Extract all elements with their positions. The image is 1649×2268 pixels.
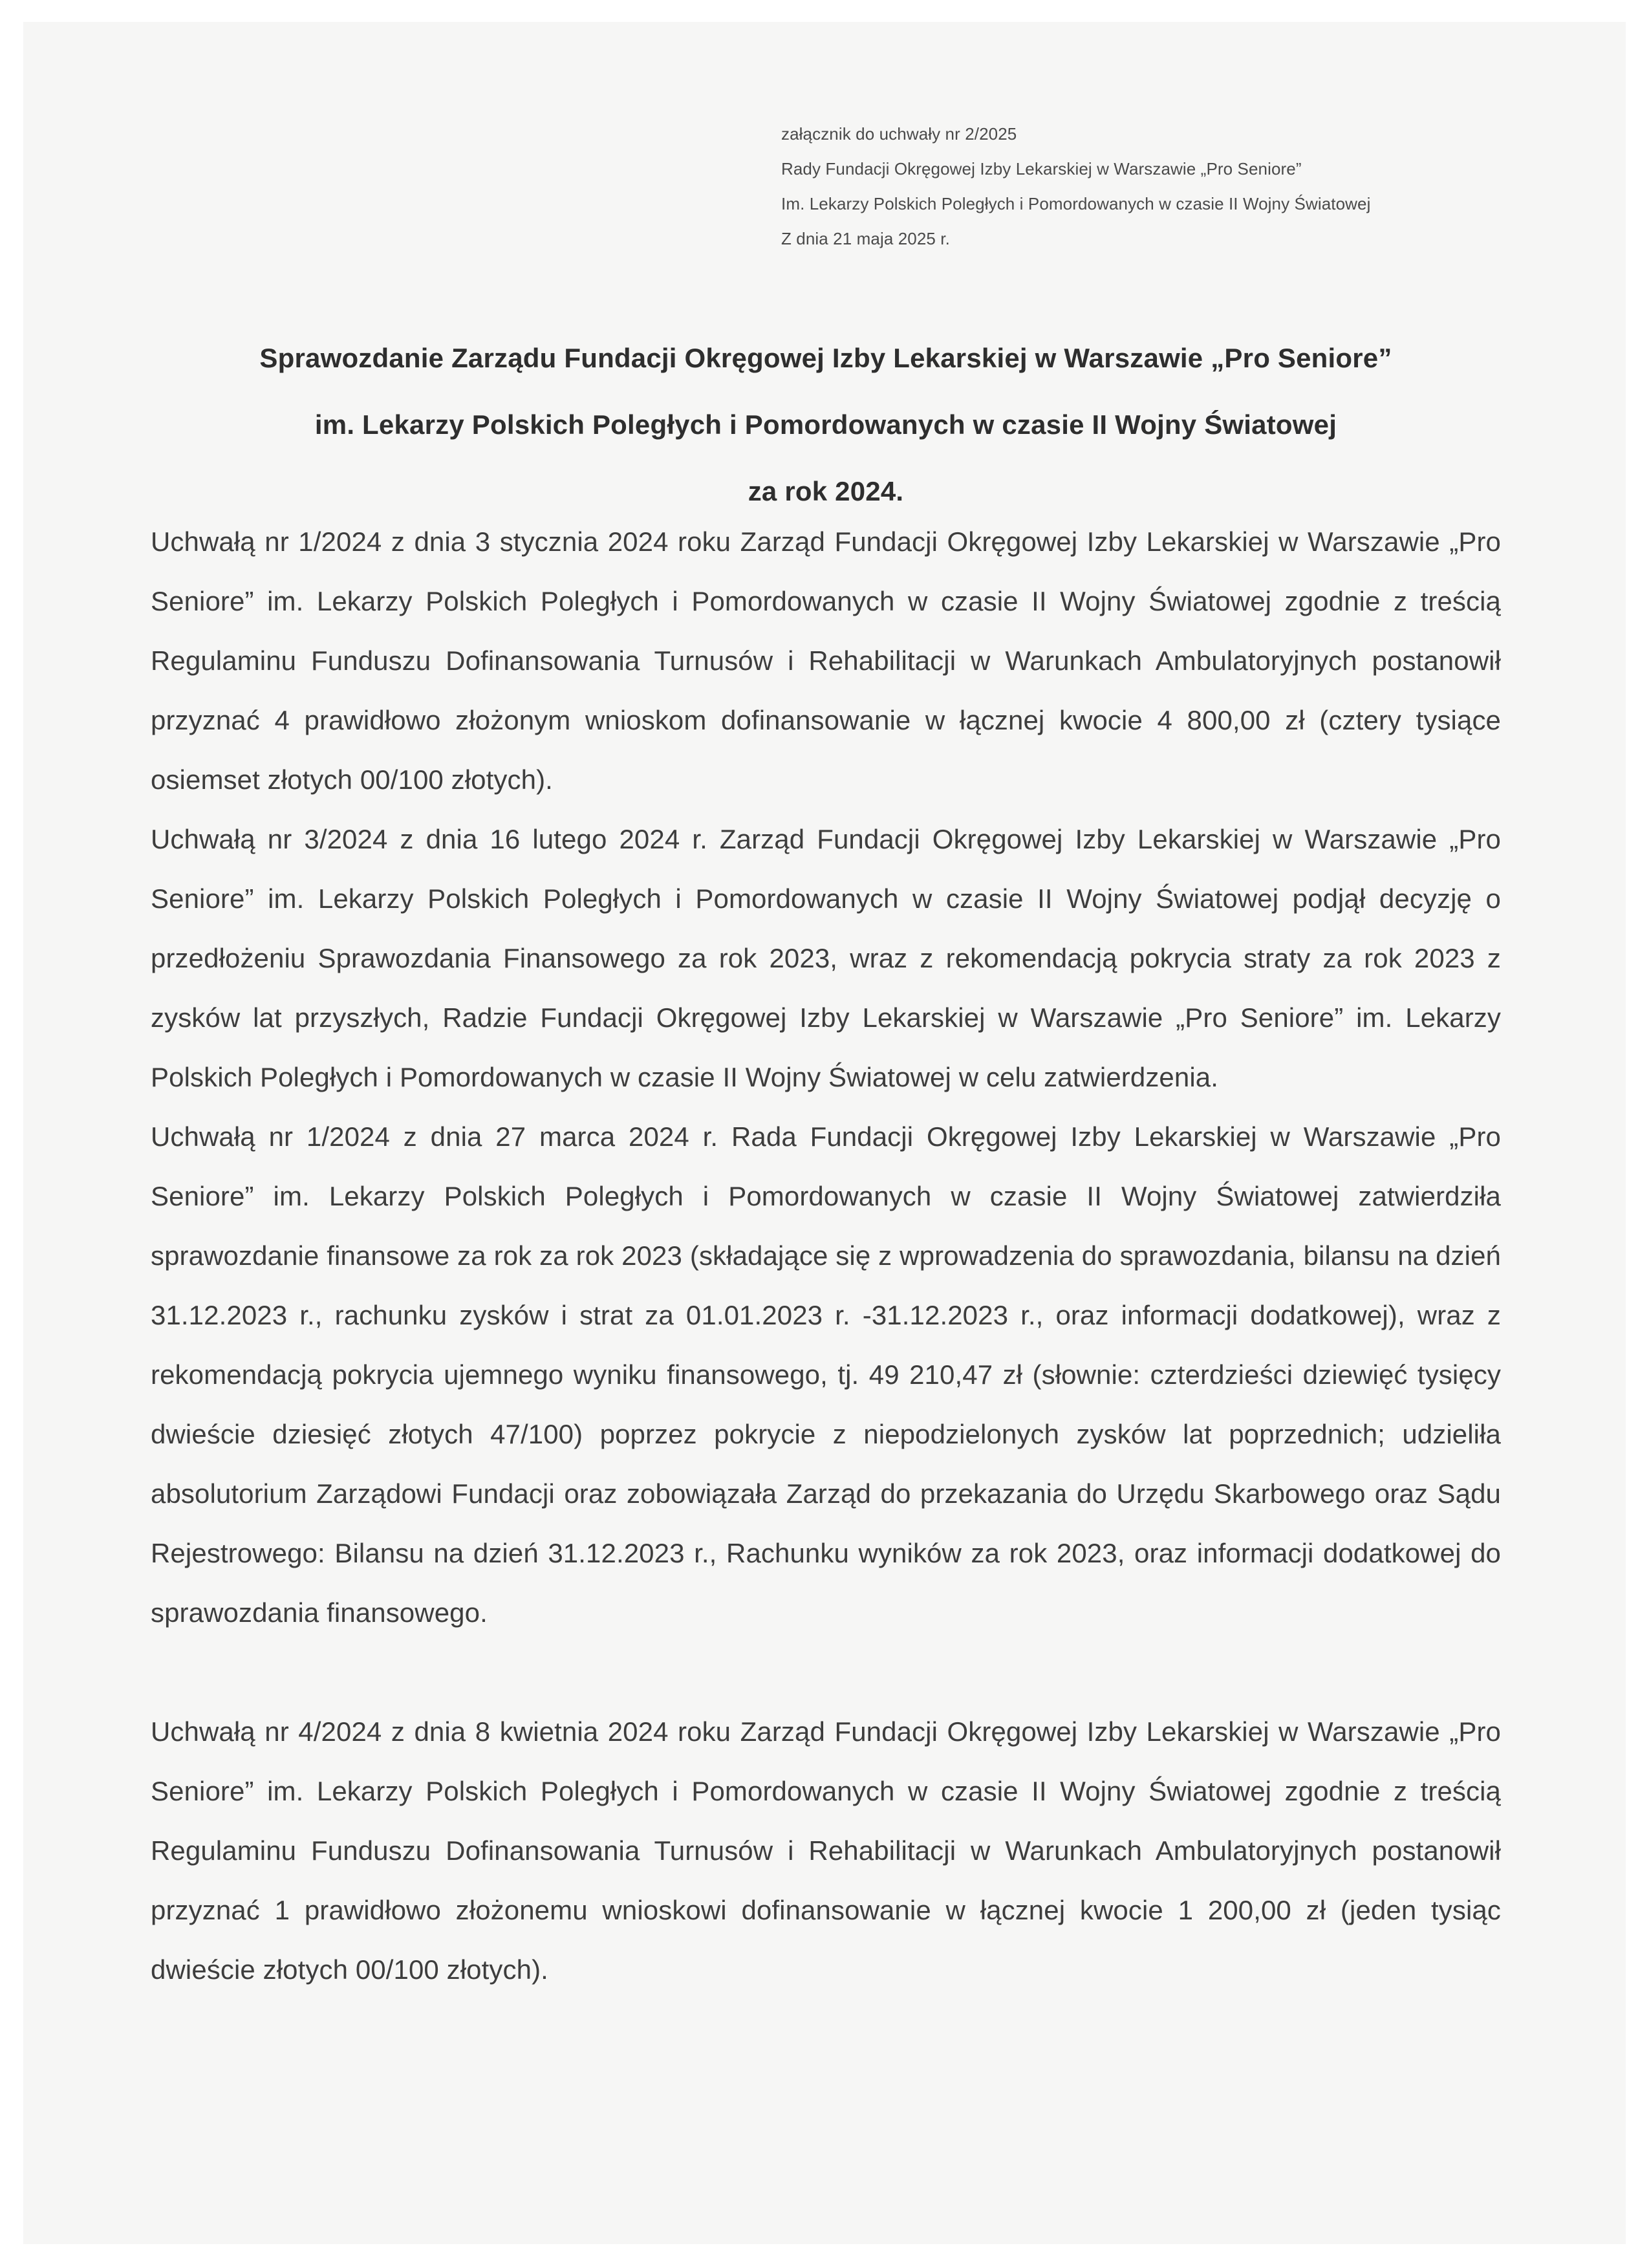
title-line-1: Sprawozdanie Zarządu Fundacji Okręgowej Izby Lekarskiej w Warszawie „Pro Seniore” xyxy=(259,343,1392,373)
document-page xyxy=(23,22,1626,2244)
annotation-line-patron: Im. Lekarzy Polskich Poległych i Pomordowanych w czasie II Wojny Światowej xyxy=(781,194,1371,213)
paragraph-resolution-1-2024-march: Uchwałą nr 1/2024 z dnia 27 marca 2024 r. Rada Fundacji Okręgowej Izby Lekarskiej w Warszawie „Pro Seniore” im. Lekarzy Polskich Poległych i Pomordowanych w czasie II Wojny Światowej zatwierdziła sprawozdanie finansowe za rok za rok 2023 (składające się z wprowadzenia do sprawozdania, bilansu na dzień 31.12.2023 r., rachunku zysków i strat za 01.01.2023 r. -31.12.2023 r., oraz informacji dodatkowej), wraz z rekomendacją pokrycia ujemnego wyniku finansowego, tj. 49 210,47 zł (słownie: czterdzieści dziewięć tysięcy dwieście dziesięć złotych 47/100) poprzez pokrycie z niepodzielonych zysków lat poprzednich; udzieliła absolutorium Zarządowi Fundacji oraz zobowiązała Zarząd do przekazania do Urzędu Skarbowego oraz Sądu Rejestrowego: Bilansu na dzień 31.12.2023 r., Rachunku wyników za rok 2023, oraz informacji dodatkowej do sprawozdania finansowego. xyxy=(151,1121,1501,1628)
paragraph-resolution-4-2024-april: Uchwałą nr 4/2024 z dnia 8 kwietnia 2024 roku Zarząd Fundacji Okręgowej Izby Lekarskiej w Warszawie „Pro Seniore” im. Lekarzy Polskich Poległych i Pomordowanych w czasie II Wojny Światowej zgodnie z treścią Regulaminu Funduszu Dofinansowania Turnusów i Rehabilitacji w Warunkach Ambulatoryjnych postanowił przyznać 1 prawidłowo złożonemu wnioskowi dofinansowanie w łącznej kwocie 1 200,00 zł (jeden tysiąc dwieście złotych 00/100 złotych). xyxy=(151,1716,1501,1985)
document-body xyxy=(151,512,1501,2000)
document-title xyxy=(151,325,1501,524)
title-line-3: za rok 2024. xyxy=(748,476,904,506)
annotation-line-council: Rady Fundacji Okręgowej Izby Lekarskiej w Warszawie „Pro Seniore” xyxy=(781,159,1302,178)
paragraph-resolution-3-2024-february: Uchwałą nr 3/2024 z dnia 16 lutego 2024 r. Zarząd Fundacji Okręgowej Izby Lekarskiej w Warszawie „Pro Seniore” im. Lekarzy Polskich Poległych i Pomordowanych w czasie II Wojny Światowej podjął decyzję o przedłożeniu Sprawozdania Finansowego za rok 2023, wraz z rekomendacją pokrycia straty za rok 2023 z zysków lat przyszłych, Radzie Fundacji Okręgowej Izby Lekarskiej w Warszawie „Pro Seniore” im. Lekarzy Polskich Poległych i Pomordowanych w czasie II Wojny Światowej w celu zatwierdzenia. xyxy=(151,824,1501,1092)
title-line-2: im. Lekarzy Polskich Poległych i Pomordowanych w czasie II Wojny Światowej xyxy=(314,409,1337,440)
annotation-block xyxy=(781,116,1583,256)
paragraph-resolution-1-2024-january: Uchwałą nr 1/2024 z dnia 3 stycznia 2024 roku Zarząd Fundacji Okręgowej Izby Lekarskiej w Warszawie „Pro Seniore” im. Lekarzy Polskich Poległych i Pomordowanych w czasie II Wojny Światowej zgodnie z treścią Regulaminu Funduszu Dofinansowania Turnusów i Rehabilitacji w Warunkach Ambulatoryjnych postanowił przyznać 4 prawidłowo złożonym wnioskom dofinansowanie w łącznej kwocie 4 800,00 zł (cztery tysiące osiemset złotych 00/100 złotych). xyxy=(151,526,1501,795)
annotation-line-date: Z dnia 21 maja 2025 r. xyxy=(781,229,950,248)
annotation-line-attachment: załącznik do uchwały nr 2/2025 xyxy=(781,124,1017,144)
